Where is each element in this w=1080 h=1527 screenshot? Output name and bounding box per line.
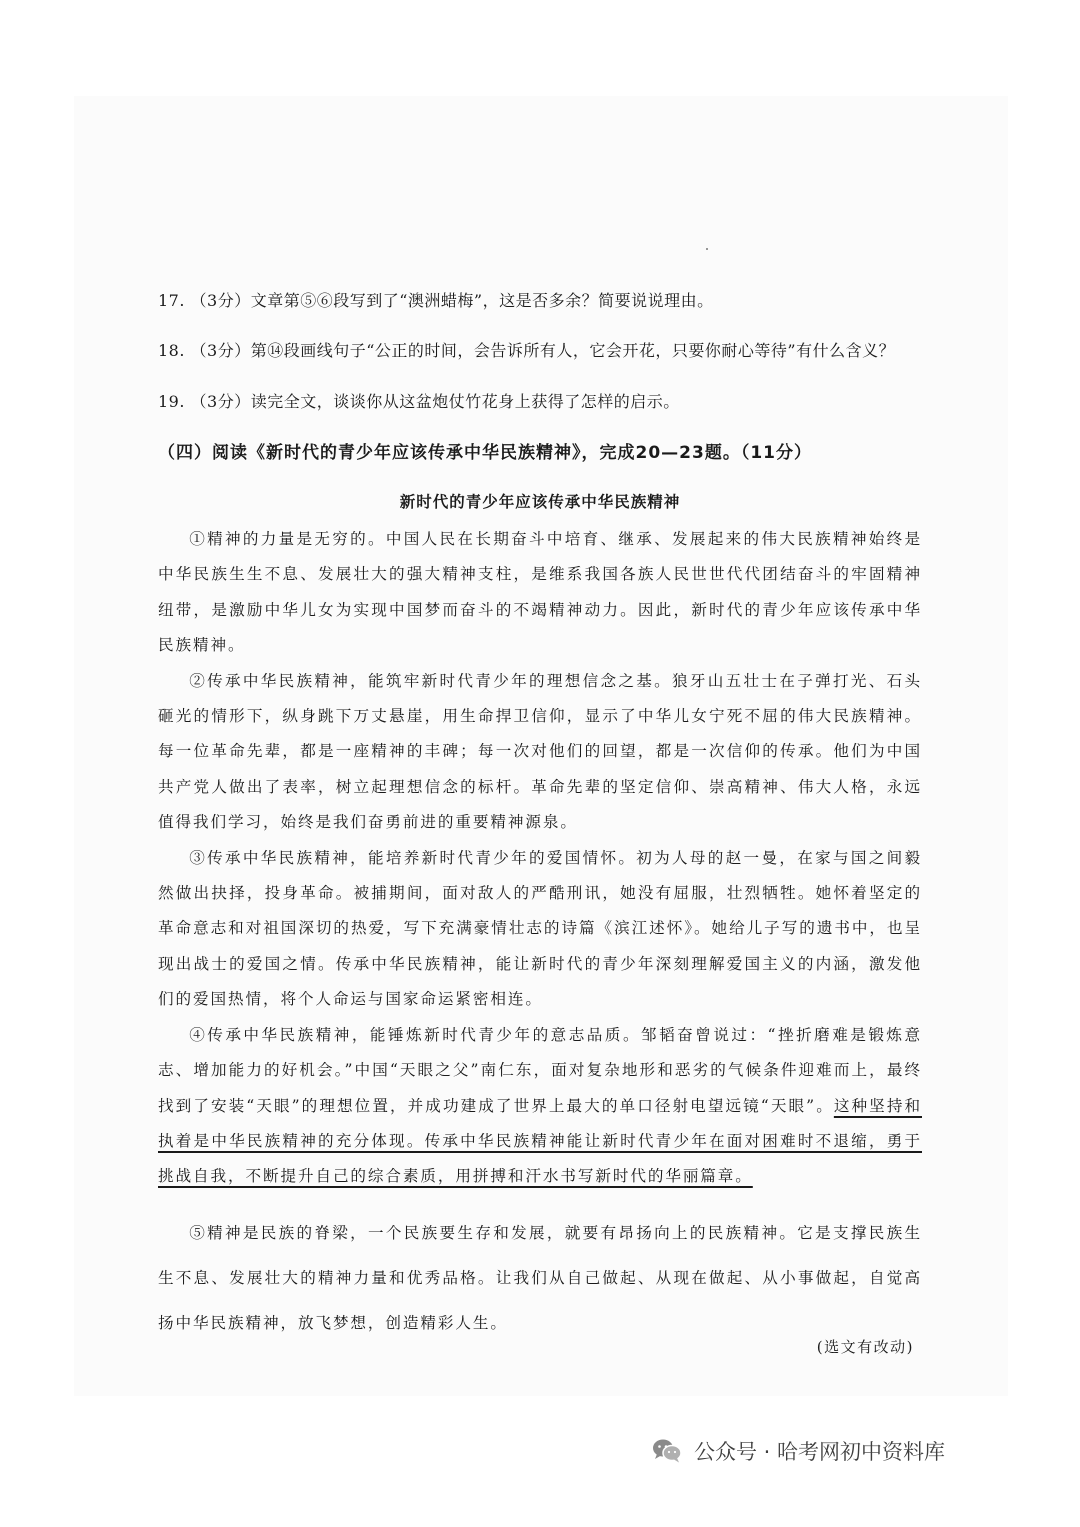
paragraph-2: ②传承中华民族精神，能筑牢新时代青少年的理想信念之基。狼牙山五壮士在子弹打光、石头砸光的情形下，纵身跳下万丈悬崖，用生命捍卫信仰，显示了中华儿女宁死不屈的伟大民族精神。每一位革命先辈，都是一座精神的丰碑；每一次对他们的回望，都是一次信仰的传承。他们为中国共产党人做出了表率，树立起理想信念的标杆。革命先辈的坚定信仰、崇高精神、伟大人格，永远值得我们学习，始终是我们奋勇前进的重要精神源泉。 — [158, 671, 922, 832]
paragraph-3: ③传承中华民族精神，能培养新时代青少年的爱国情怀。初为人母的赵一曼，在家与国之间毅然做出抉择，投身革命。被捕期间，面对敌人的严酷刑讯，她没有屈服，壮烈牺牲。她怀着坚定的革命意志和对祖国深切的热爱，写下充满豪情壮志的诗篇《滨江述怀》。她给儿子写的遗书中，也呈现出战士的爱国之情。传承中华民族精神，能让新时代的青少年深刻理解爱国主义的内涵，激发他们的爱国热情，将个人命运与国家命运紧密相连。 — [158, 848, 922, 1009]
question-number: 18. — [158, 341, 185, 360]
question-text: （3分）读完全文，谈谈你从这盆炮仗竹花身上获得了怎样的启示。 — [190, 392, 680, 411]
paragraph-5: ⑤精神是民族的脊梁，一个民族要生存和发展，就要有昂扬向上的民族精神。它是支撑民族生生不息、发展壮大的精神力量和优秀品格。让我们从自己做起、从现在做起、从小事做起，自觉高扬中华民族精神，放飞梦想，创造精彩人生。 — [158, 1223, 922, 1332]
article-title: 新时代的青少年应该传承中华民族精神 — [399, 493, 681, 511]
question-number: 17. — [158, 291, 185, 310]
watermark-text: 公众号 · 哈考网初中资料库 — [694, 1440, 946, 1464]
question-18 — [158, 338, 895, 361]
question-text: （3分）第⑭段画线句子“公正的时间，会告诉所有人，它会开花，只要你耐心等待”有什么含义？ — [190, 341, 896, 360]
question-number: 19. — [158, 392, 185, 411]
paragraph-1: ①精神的力量是无穷的。中国人民在长期奋斗中培育、继承、发展起来的伟大民族精神始终是中华民族生生不息、发展壮大的强大精神支柱，是维系我国各族人民世世代代团结奋斗的牢固精神纽带，是激励中华儿女为实现中国梦而奋斗的不竭精神动力。因此，新时代的青少年应该传承中华民族精神。 — [158, 530, 922, 655]
question-text: （3分）文章第⑤⑥段写到了“澳洲蜡梅”，这是否多余？简要说说理由。 — [190, 291, 714, 310]
question-19 — [158, 389, 680, 412]
article-body — [158, 522, 922, 1346]
paragraph-4 — [158, 1018, 922, 1195]
question-17 — [158, 288, 714, 311]
underlined-sentence: 这种坚持和执着是中华民族精神的充分体现。传承中华民族精神能让新时代青少年在面对困难时不退缩，勇于挑战自我，不断提升自己的综合素质，用拼搏和汗水书写新时代的华丽篇章。 — [158, 1096, 922, 1186]
scan-speck — [706, 248, 708, 250]
watermark — [652, 1436, 945, 1466]
section-heading: （四）阅读《新时代的青少年应该传承中华民族精神》，完成20—23题。（11分） — [158, 443, 812, 463]
paragraph-4-text: ④传承中华民族精神，能锤炼新时代青少年的意志品质。邹韬奋曾说过：“挫折磨难是锻炼意志、增加能力的好机会。”中国“天眼之父”南仁东，面对复杂地形和恶劣的气候条件迎难而上，最终找到了安装“天眼”的理想位置，并成功建成了世界上最大的单口径射电望远镜“天眼”。 — [158, 1025, 922, 1115]
source-note: (选文有改动) — [816, 1338, 914, 1356]
wechat-icon — [652, 1438, 682, 1464]
